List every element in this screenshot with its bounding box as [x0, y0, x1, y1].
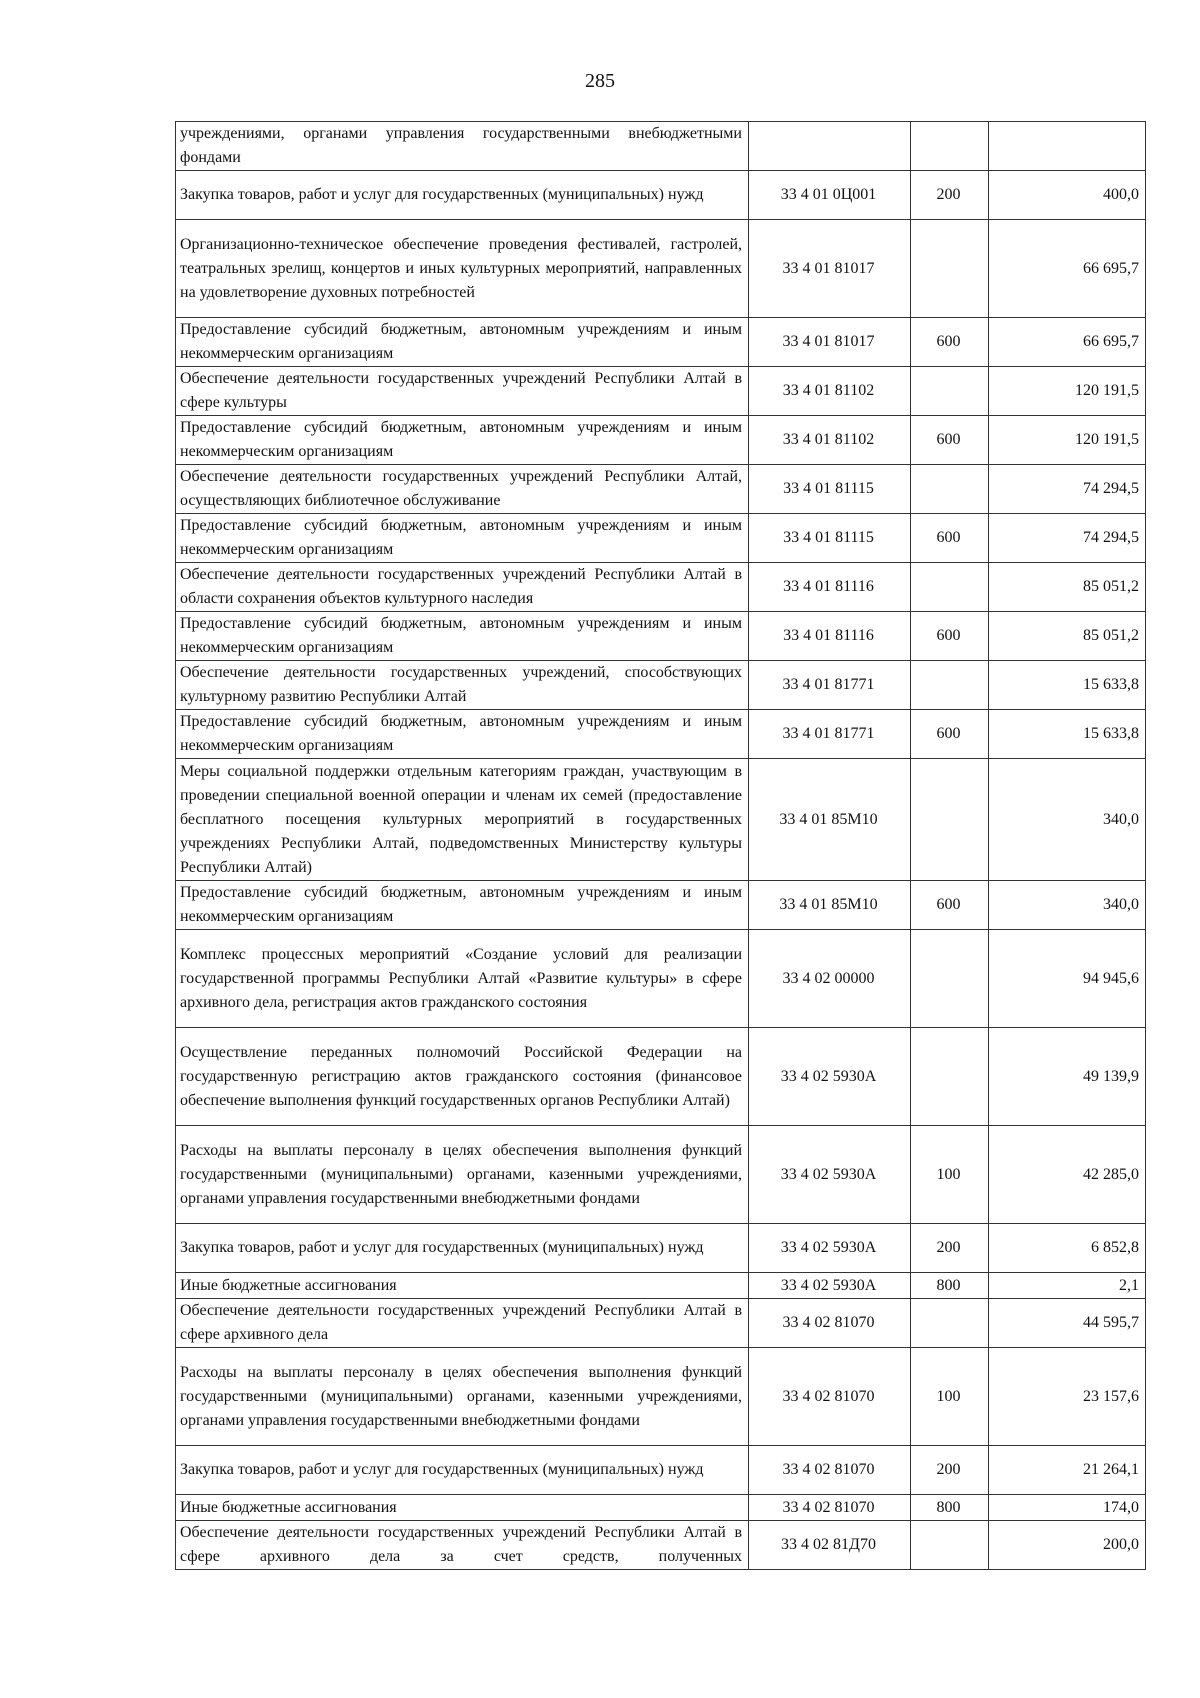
row-code: 33 4 01 85М10	[749, 881, 911, 930]
row-amount: 21 264,1	[989, 1446, 1146, 1495]
row-code: 33 4 02 5930А	[749, 1273, 911, 1299]
row-amount: 94 945,6	[989, 930, 1146, 1028]
row-amount: 340,0	[989, 881, 1146, 930]
row-name: Обеспечение деятельности государственных учреждений Республики Алтай в сфере архивного дела	[176, 1299, 749, 1348]
table-row	[176, 318, 1146, 367]
row-amount: 174,0	[989, 1495, 1146, 1521]
row-name: Закупка товаров, работ и услуг для государственных (муниципальных) нужд	[176, 1446, 749, 1495]
row-amount: 15 633,8	[989, 661, 1146, 710]
row-expense-type: 600	[911, 416, 989, 465]
row-code: 33 4 01 81115	[749, 465, 911, 514]
row-name: Осуществление переданных полномочий Российской Федерации на государственную регистрацию актов гражданского состояния (финансовое обеспечение выполнения функций государственных органов Республики Алтай)	[176, 1028, 749, 1126]
row-name: Закупка товаров, работ и услуг для государственных (муниципальных) нужд	[176, 171, 749, 220]
row-expense-type	[911, 220, 989, 318]
row-amount: 74 294,5	[989, 465, 1146, 514]
row-amount: 15 633,8	[989, 710, 1146, 759]
row-code: 33 4 01 81116	[749, 612, 911, 661]
row-expense-type: 100	[911, 1348, 989, 1446]
row-expense-type: 100	[911, 1126, 989, 1224]
row-expense-type: 200	[911, 171, 989, 220]
table-row	[176, 220, 1146, 318]
row-name: Предоставление субсидий бюджетным, автономным учреждениям и иным некоммерческим организациям	[176, 710, 749, 759]
row-amount: 200,0	[989, 1521, 1146, 1570]
row-expense-type	[911, 759, 989, 881]
row-code: 33 4 02 5930А	[749, 1126, 911, 1224]
table-row	[176, 171, 1146, 220]
row-name: Предоставление субсидий бюджетным, автономным учреждениям и иным некоммерческим организациям	[176, 416, 749, 465]
table-row	[176, 416, 1146, 465]
row-name: Меры социальной поддержки отдельным категориям граждан, участвующим в проведении специальной военной операции и членам их семей (предоставление бесплатного посещения культурных мероприятий в государственных учреждениях Республики Алтай, подведомственных Министерству культуры Республики Алтай)	[176, 759, 749, 881]
row-expense-type	[911, 367, 989, 416]
row-amount: 120 191,5	[989, 416, 1146, 465]
table-row	[176, 930, 1146, 1028]
row-code: 33 4 02 81070	[749, 1446, 911, 1495]
row-expense-type: 800	[911, 1495, 989, 1521]
row-amount: 74 294,5	[989, 514, 1146, 563]
row-expense-type: 200	[911, 1224, 989, 1273]
table-row	[176, 661, 1146, 710]
row-amount: 66 695,7	[989, 318, 1146, 367]
row-amount: 49 139,9	[989, 1028, 1146, 1126]
row-expense-type: 600	[911, 318, 989, 367]
table-row	[176, 367, 1146, 416]
row-code: 33 4 02 81Д70	[749, 1521, 911, 1570]
row-name: Расходы на выплаты персоналу в целях обеспечения выполнения функций государственными (муниципальными) органами, казенными учреждениями, органами управления государственными внебюджетными фондами	[176, 1348, 749, 1446]
row-amount: 44 595,7	[989, 1299, 1146, 1348]
table-row	[176, 612, 1146, 661]
table-row	[176, 1348, 1146, 1446]
row-code: 33 4 01 81017	[749, 220, 911, 318]
row-expense-type: 800	[911, 1273, 989, 1299]
row-code: 33 4 01 81115	[749, 514, 911, 563]
row-code: 33 4 01 0Ц001	[749, 171, 911, 220]
row-name: Закупка товаров, работ и услуг для государственных (муниципальных) нужд	[176, 1224, 749, 1273]
row-code	[749, 122, 911, 171]
budget-table-body	[176, 122, 1146, 1570]
table-row	[176, 1446, 1146, 1495]
row-name: Иные бюджетные ассигнования	[176, 1273, 749, 1299]
row-code: 33 4 02 5930А	[749, 1224, 911, 1273]
row-name: Расходы на выплаты персоналу в целях обеспечения выполнения функций государственными (муниципальными) органами, казенными учреждениями, органами управления государственными внебюджетными фондами	[176, 1126, 749, 1224]
table-row	[176, 514, 1146, 563]
row-name: Обеспечение деятельности государственных учреждений Республики Алтай, осуществляющих библиотечное обслуживание	[176, 465, 749, 514]
page-number: 285	[585, 70, 615, 92]
table-row	[176, 1224, 1146, 1273]
row-amount: 400,0	[989, 171, 1146, 220]
row-amount: 85 051,2	[989, 563, 1146, 612]
row-expense-type	[911, 661, 989, 710]
row-expense-type	[911, 563, 989, 612]
row-expense-type: 200	[911, 1446, 989, 1495]
row-code: 33 4 02 00000	[749, 930, 911, 1028]
row-expense-type	[911, 930, 989, 1028]
table-row	[176, 1126, 1146, 1224]
table-row	[176, 1495, 1146, 1521]
row-code: 33 4 01 85М10	[749, 759, 911, 881]
row-code: 33 4 02 81070	[749, 1348, 911, 1446]
row-amount: 66 695,7	[989, 220, 1146, 318]
row-code: 33 4 02 81070	[749, 1299, 911, 1348]
row-name: Предоставление субсидий бюджетным, автономным учреждениям и иным некоммерческим организациям	[176, 612, 749, 661]
row-name: Обеспечение деятельности государственных учреждений Республики Алтай в сфере культуры	[176, 367, 749, 416]
row-expense-type: 600	[911, 881, 989, 930]
row-amount: 85 051,2	[989, 612, 1146, 661]
table-row	[176, 759, 1146, 881]
table-row	[176, 1521, 1146, 1570]
row-amount: 2,1	[989, 1273, 1146, 1299]
row-code: 33 4 01 81771	[749, 710, 911, 759]
table-row	[176, 881, 1146, 930]
table-row	[176, 710, 1146, 759]
row-expense-type	[911, 465, 989, 514]
table-row	[176, 563, 1146, 612]
budget-table	[175, 121, 1146, 1570]
row-name: Организационно-техническое обеспечение проведения фестивалей, гастролей, театральных зрелищ, концертов и иных культурных мероприятий, направленных на удовлетворение духовных потребностей	[176, 220, 749, 318]
row-name: учреждениями, органами управления государственными внебюджетными фондами	[176, 122, 749, 171]
row-name: Обеспечение деятельности государственных учреждений Республики Алтай в сфере архивного дела за счет средств, полученных	[176, 1521, 749, 1570]
row-expense-type: 600	[911, 612, 989, 661]
row-expense-type	[911, 122, 989, 171]
table-row	[176, 1299, 1146, 1348]
table-row	[176, 1273, 1146, 1299]
row-expense-type	[911, 1299, 989, 1348]
row-amount: 42 285,0	[989, 1126, 1146, 1224]
table-row	[176, 465, 1146, 514]
row-code: 33 4 01 81102	[749, 367, 911, 416]
row-code: 33 4 01 81771	[749, 661, 911, 710]
row-name: Предоставление субсидий бюджетным, автономным учреждениям и иным некоммерческим организациям	[176, 514, 749, 563]
row-name: Предоставление субсидий бюджетным, автономным учреждениям и иным некоммерческим организациям	[176, 881, 749, 930]
row-amount: 340,0	[989, 759, 1146, 881]
row-name: Обеспечение деятельности государственных учреждений, способствующих культурному развитию Республики Алтай	[176, 661, 749, 710]
row-name: Комплекс процессных мероприятий «Создание условий для реализации государственной программы Республики Алтай «Развитие культуры» в сфере архивного дела, регистрация актов гражданского состояния	[176, 930, 749, 1028]
row-code: 33 4 01 81017	[749, 318, 911, 367]
row-name: Обеспечение деятельности государственных учреждений Республики Алтай в области сохранения объектов культурного наследия	[176, 563, 749, 612]
row-code: 33 4 02 5930А	[749, 1028, 911, 1126]
table-row	[176, 1028, 1146, 1126]
row-expense-type	[911, 1028, 989, 1126]
row-expense-type: 600	[911, 710, 989, 759]
row-amount	[989, 122, 1146, 171]
row-name: Иные бюджетные ассигнования	[176, 1495, 749, 1521]
row-expense-type: 600	[911, 514, 989, 563]
row-amount: 120 191,5	[989, 367, 1146, 416]
table-row	[176, 122, 1146, 171]
row-expense-type	[911, 1521, 989, 1570]
row-amount: 23 157,6	[989, 1348, 1146, 1446]
row-code: 33 4 01 81116	[749, 563, 911, 612]
row-code: 33 4 01 81102	[749, 416, 911, 465]
row-name: Предоставление субсидий бюджетным, автономным учреждениям и иным некоммерческим организациям	[176, 318, 749, 367]
row-amount: 6 852,8	[989, 1224, 1146, 1273]
row-code: 33 4 02 81070	[749, 1495, 911, 1521]
